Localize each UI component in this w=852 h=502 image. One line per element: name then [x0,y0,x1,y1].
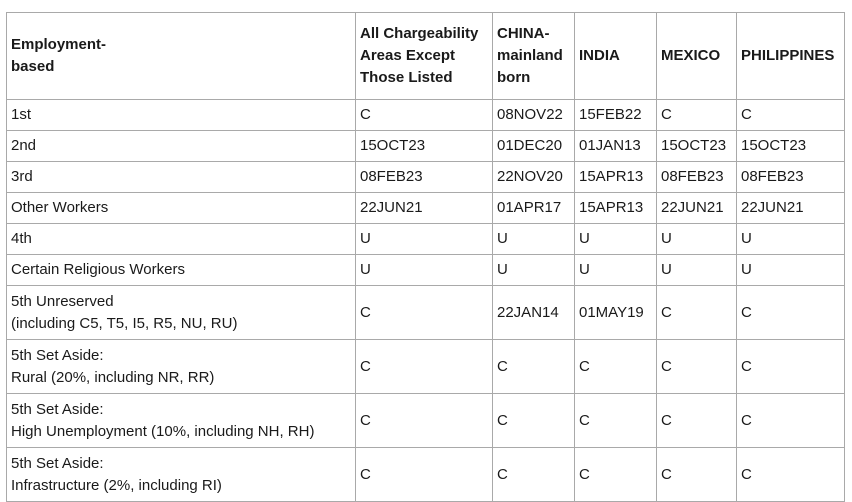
row-label [7,448,356,502]
table-cell: U [575,224,657,255]
table-row [7,100,845,131]
row-label [7,394,356,448]
table-cell: U [737,255,845,286]
table-cell: C [493,340,575,394]
table-row [7,286,845,340]
table-cell: C [356,340,493,394]
table-cell: U [657,255,737,286]
table-row [7,394,845,448]
row-label-text: (including C5, T5, I5, R5, NU, RU) [11,314,238,332]
table-cell: C [493,394,575,448]
row-label [7,100,356,131]
row-label-text: 4th [11,230,32,247]
row-label [7,224,356,255]
row-label-text: Infrastructure (2%, including RI) [11,476,222,494]
table-cell: C [737,394,845,448]
table-cell: C [737,448,845,502]
header-all-chargeability [356,13,493,100]
header-text: All Chargeability [360,25,479,42]
row-label [7,340,356,394]
header-text: mainland [497,47,563,64]
table-row [7,448,845,502]
header-text: Areas Except [360,47,456,64]
header-text: Employment- [11,36,107,53]
table-cell: C [356,100,493,131]
table-cell: 15OCT23 [657,131,737,162]
table-cell: 22JUN21 [356,193,493,224]
table-cell: C [737,340,845,394]
header-philippines [737,13,845,100]
table-cell: 15APR13 [575,193,657,224]
header-row [7,13,845,100]
table-cell: U [657,224,737,255]
table-cell: C [575,448,657,502]
table-cell: 08FEB23 [737,162,845,193]
row-label-text: 5th Set Aside: [11,454,104,472]
table-cell: 01JAN13 [575,131,657,162]
row-label-text: 3rd [11,168,33,185]
table-cell: C [356,394,493,448]
row-label-text: Other Workers [11,199,109,216]
table-row [7,193,845,224]
row-label [7,131,356,162]
table-cell: C [356,448,493,502]
table-cell: 08FEB23 [356,162,493,193]
header-text: born [497,69,531,86]
row-label-text: Rural (20%, including NR, RR) [11,368,215,386]
row-label-text: 1st [11,106,32,123]
row-label-text: Certain Religious Workers [11,261,185,278]
table-cell: 01MAY19 [575,286,657,340]
table-cell: 22NOV20 [493,162,575,193]
row-label-text: 5th Unreserved [11,292,114,310]
table-cell: C [737,286,845,340]
row-label [7,162,356,193]
table-cell: 01DEC20 [493,131,575,162]
table-cell: 15APR13 [575,162,657,193]
table-row [7,340,845,394]
table-row [7,255,845,286]
table-cell: 22JAN14 [493,286,575,340]
row-label-text: 5th Set Aside: [11,346,104,364]
table-cell: C [657,448,737,502]
table-cell: U [356,255,493,286]
table-cell: 22JUN21 [657,193,737,224]
row-label-text: 2nd [11,137,37,154]
table-cell: C [356,286,493,340]
table-cell: C [657,100,737,131]
table-cell: 15FEB22 [575,100,657,131]
header-text: MEXICO [661,47,721,64]
row-label [7,286,356,340]
table-cell: U [493,255,575,286]
employment-based-dates-table [6,12,845,502]
table-row [7,131,845,162]
table-cell: 15OCT23 [356,131,493,162]
table-cell: 01APR17 [493,193,575,224]
header-india [575,13,657,100]
row-label [7,193,356,224]
table-cell: C [737,100,845,131]
table-cell: C [657,340,737,394]
table-cell: C [493,448,575,502]
table-cell: U [493,224,575,255]
header-text: Those Listed [360,69,453,86]
table-cell: U [737,224,845,255]
header-text: PHILIPPINES [741,47,835,64]
table-cell: 08FEB23 [657,162,737,193]
table-cell: C [575,394,657,448]
row-label-text: High Unemployment (10%, including NH, RH) [11,422,315,440]
table-row [7,162,845,193]
table-cell: C [657,286,737,340]
table-row [7,224,845,255]
table-cell: U [356,224,493,255]
header-china [493,13,575,100]
header-text: INDIA [579,47,620,64]
table-cell: 08NOV22 [493,100,575,131]
visa-bulletin-table-container [6,12,845,502]
table-cell: U [575,255,657,286]
row-label [7,255,356,286]
header-text: based [11,58,55,75]
header-text: CHINA- [497,25,550,42]
header-employment-based [7,13,356,100]
table-cell: 22JUN21 [737,193,845,224]
table-cell: C [575,340,657,394]
table-cell: 15OCT23 [737,131,845,162]
table-cell: C [657,394,737,448]
row-label-text: 5th Set Aside: [11,400,104,418]
header-mexico [657,13,737,100]
